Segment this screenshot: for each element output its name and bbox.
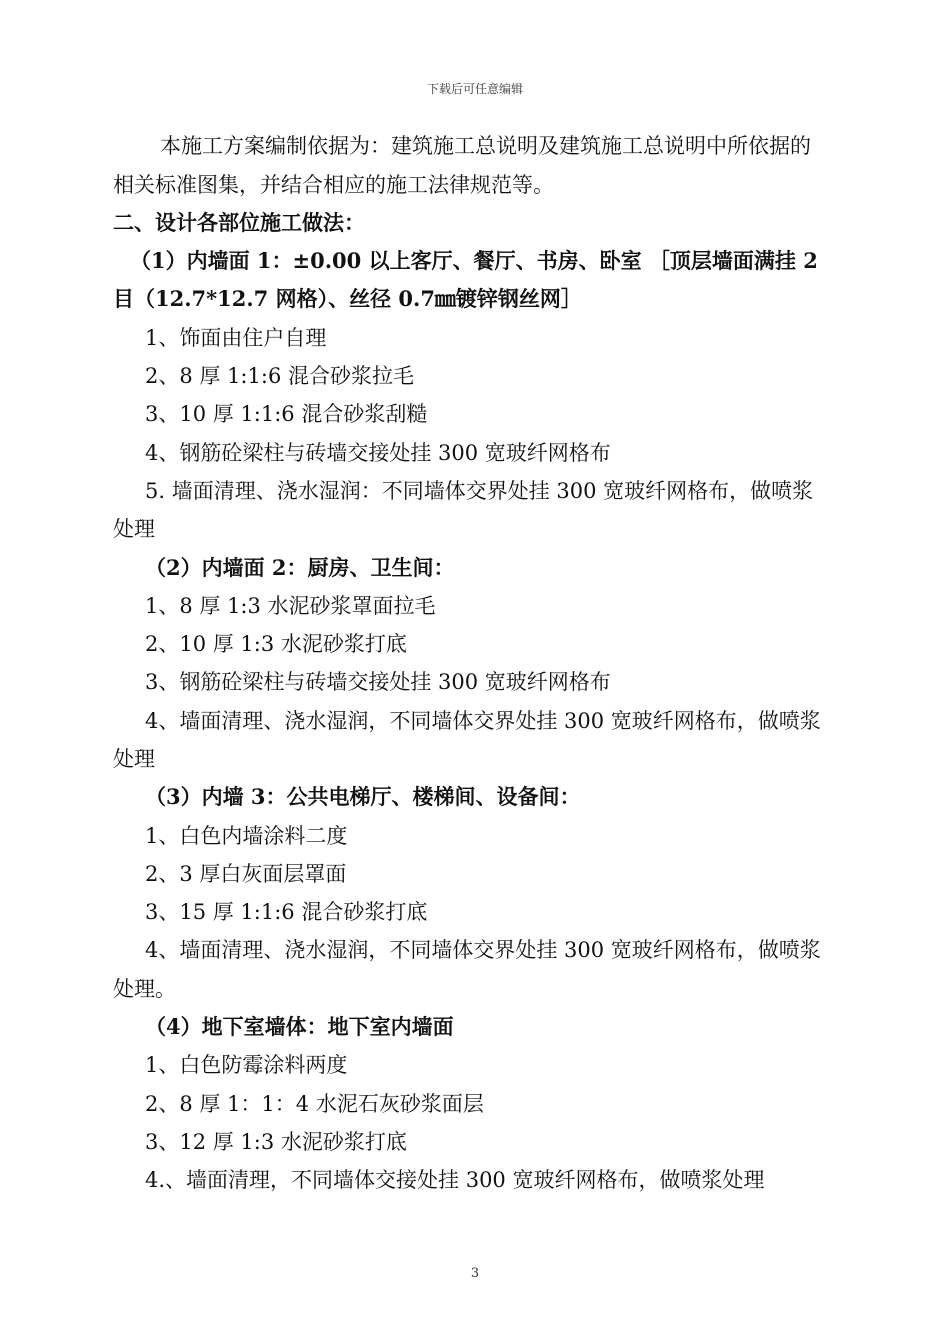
list-item: 1、8 厚 1:3 水泥砂浆罩面拉毛 bbox=[145, 594, 436, 618]
list-item: 1、白色内墙涂料二度 bbox=[145, 824, 348, 848]
list-item: 2、8 厚 1：1：4 水泥石灰砂浆面层 bbox=[145, 1092, 484, 1116]
list-item: 1、白色防霉涂料两度 bbox=[145, 1053, 348, 1077]
list-item: 4、钢筋砼梁柱与砖墙交接处挂 300 宽玻纤网格布 bbox=[145, 441, 611, 465]
list-item: 3、15 厚 1:1:6 混合砂浆打底 bbox=[145, 900, 428, 924]
list-item-cont: 处理。 bbox=[113, 977, 176, 1001]
list-item: 4、墙面清理、浇水湿润，不同墙体交界处挂 300 宽玻纤网格布，做喷浆 bbox=[145, 709, 821, 733]
list-item: 2、3 厚白灰面层罩面 bbox=[145, 862, 347, 886]
list-item: 5. 墙面清理、浇水湿润：不同墙体交界处挂 300 宽玻纤网格布，做喷浆 bbox=[145, 479, 814, 503]
list-item-cont: 处理 bbox=[113, 747, 155, 771]
subsection-4-title: （4）地下室墙体：地下室内墙面 bbox=[145, 1014, 454, 1039]
page-header: 下载后可任意编辑 bbox=[426, 82, 523, 96]
intro-line-2: 相关标准图集，并结合相应的施工法律规范等。 bbox=[113, 173, 554, 197]
subsection-3-title: （3）内墙 3：公共电梯厅、楼梯间、设备间： bbox=[145, 784, 581, 809]
list-item: 3、12 厚 1:3 水泥砂浆打底 bbox=[145, 1130, 407, 1154]
list-item: 4.、墙面清理，不同墙体交接处挂 300 宽玻纤网格布，做喷浆处理 bbox=[145, 1168, 765, 1192]
list-item: 1、饰面由住户自理 bbox=[145, 326, 327, 350]
page-number: 3 bbox=[470, 1266, 480, 1281]
list-item: 2、10 厚 1:3 水泥砂浆打底 bbox=[145, 632, 407, 656]
list-item: 2、8 厚 1:1:6 混合砂浆拉毛 bbox=[145, 364, 414, 388]
list-item: 3、钢筋砼梁柱与砖墙交接处挂 300 宽玻纤网格布 bbox=[145, 670, 611, 694]
subsection-2-title: （2）内墙面 2：厨房、卫生间： bbox=[145, 555, 455, 580]
list-item: 3、10 厚 1:1:6 混合砂浆刮糙 bbox=[145, 402, 428, 426]
subsection-1-title-cont: 目（12.7*12.7 网格）、丝径 0.7㎜镀锌钢丝网］ bbox=[113, 286, 582, 311]
list-item: 4、墙面清理、浇水湿润，不同墙体交界处挂 300 宽玻纤网格布，做喷浆 bbox=[145, 938, 821, 962]
list-item-cont: 处理 bbox=[113, 517, 155, 541]
section-heading: 二、设计各部位施工做法： bbox=[113, 210, 365, 235]
subsection-1-title: （1）内墙面 1：±0.00 以上客厅、餐厅、书房、卧室 ［顶层墙面满挂 2 bbox=[130, 248, 818, 273]
intro-line-1: 本施工方案编制依据为：建筑施工总说明及建筑施工总说明中所依据的 bbox=[160, 134, 811, 158]
